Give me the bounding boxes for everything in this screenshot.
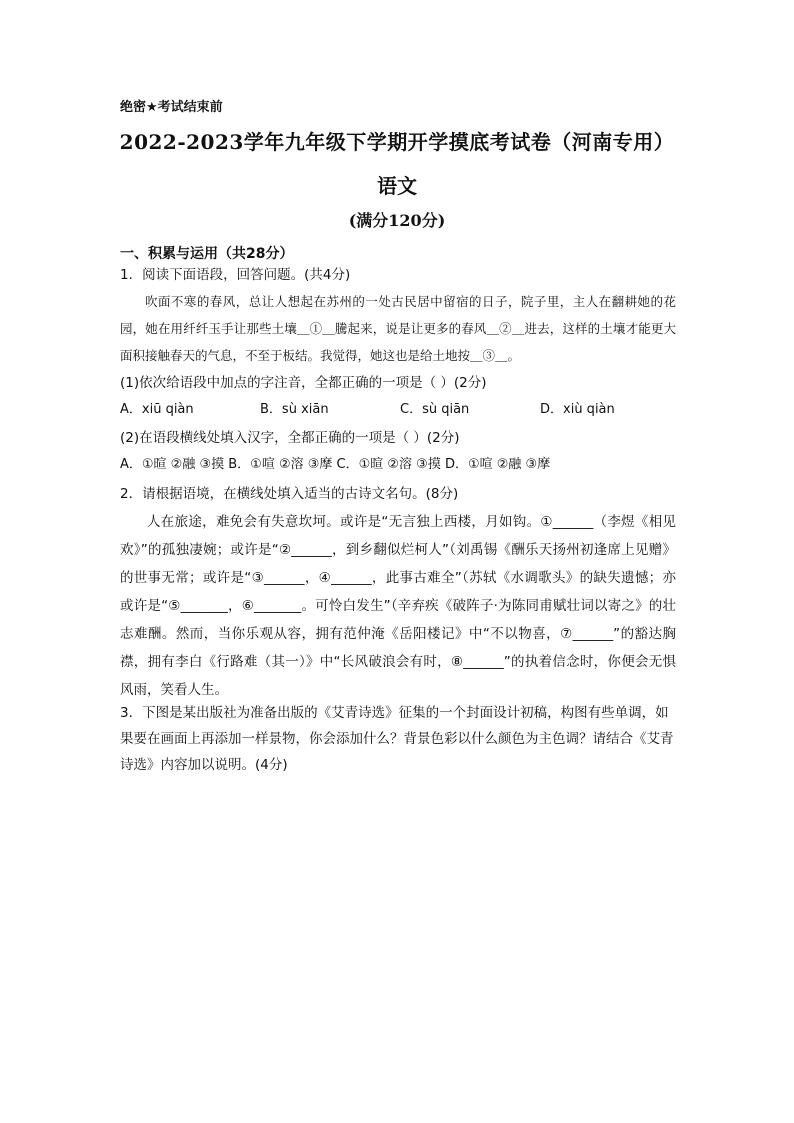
confidential-label: 绝密★考试结束前	[120, 100, 223, 115]
exam-title: 2022-2023学年九年级下学期开学摸底考试卷（河南专用）	[119, 130, 675, 154]
subject-title: 语文	[377, 174, 417, 198]
question-2-body: 人在旅途，难免会有失意坎坷。或许是“无言独上西楼，月如钩。①______（李煜《相见欢》”的孤独凄婉；或许是“②______，到乡翻似烂柯人”（刘禹锡《酬乐天扬州初逢席上见赠》的世事无常；或许是“③______，④______，此事古难全”（苏轼《水调歌头》的缺失遗憾；亦或许是“⑤_______，⑥_______。可怜白发生”（辛弃疾《破阵子·为陈同甫赋壮词以寄之》的壮志难酬。然而，当你乐观从容，拥有范仲淹《岳阳楼记》中“不以物喜，⑦______”的豁达胸襟，拥有李白《行路难（其一）》中“长风破浪会有时，⑧______”的执着信念时，你便会无惧风雨，笑看人生。	[120, 514, 676, 698]
question-1-sub2-options: A．①暄 ②融 ③摸 B．①喧 ②溶 ③摩 C．①暄 ②溶 ③摸 D．①喧 ②融 ③摩	[120, 457, 551, 472]
question-1-passage: 吹面不寒的春风，总让人想起在苏州的一处古民居中留宿的日子，院子里，主人在翻耕她的花园，她在用纤纤玉手让那些土壤＿①＿騰起来，说是让更多的春风＿②＿进去，这样的土壤才能更大面积接触春天的气息，不至于板结。我觉得，她这也是给土地按＿③＿。	[120, 294, 676, 363]
option-d[interactable]: D．xiù qiàn	[540, 402, 615, 417]
question-1-sub1: (1)依次给语段中加点的字注音，全都正确的一项是（ ）(2分)	[120, 375, 487, 391]
question-1-sub1-options	[120, 398, 680, 422]
question-3-body: 3．下图是某出版社为准备出版的《艾青诗选》征集的一个封面设计初稿，构图有些单调，如果要在画面上再添加一样景物，你会添加什么？背景色彩以什么颜色为主色调？请结合《艾青诗选》内容加以说明。(4分)	[120, 705, 674, 773]
option-a[interactable]: A．xiū qiàn	[120, 402, 194, 417]
option-c[interactable]: C．sù qiān	[400, 402, 470, 417]
question-2-stem: 2．请根据语境，在横线处填入适当的古诗文名句。(8分)	[120, 486, 459, 502]
question-1-stem: 1．阅读下面语段，回答问题。(共4分)	[120, 267, 351, 283]
option-b[interactable]: B．sù xiān	[260, 402, 329, 417]
section-heading: 一、积累与运用（共28分）	[120, 246, 294, 262]
question-1-sub2: (2)在语段横线处填入汉字，全都正确的一项是（ ）(2分)	[120, 430, 460, 446]
full-score: (满分120分)	[348, 211, 446, 230]
